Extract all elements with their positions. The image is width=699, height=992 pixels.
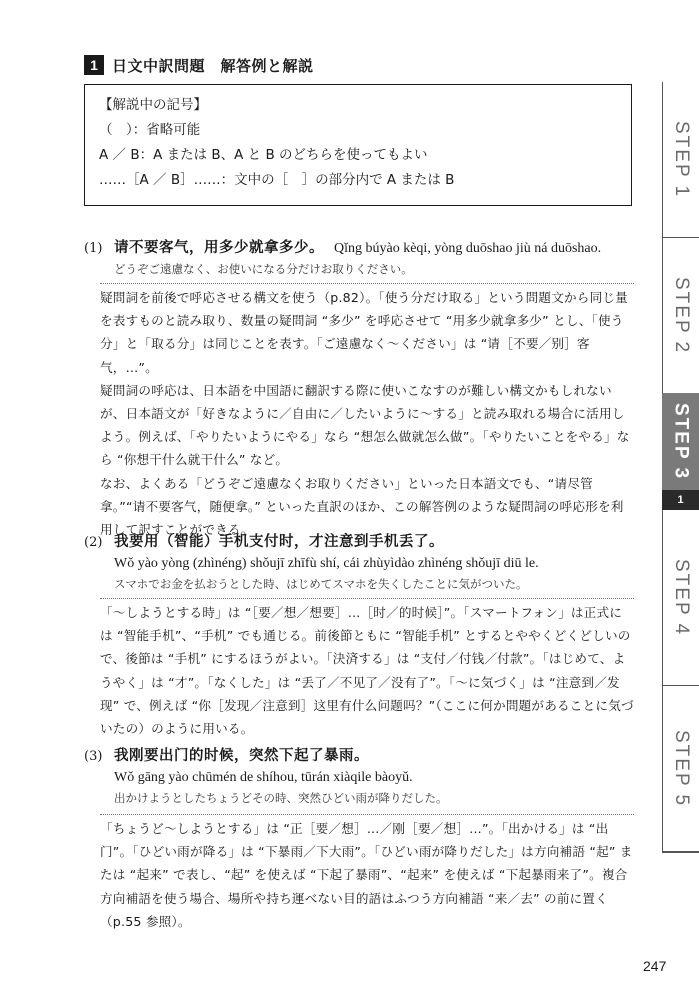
tab-label: STEP 2 — [671, 276, 692, 355]
legend-line: ……［A ／ B］……：文中の［ ］の部分内で A または B — [99, 172, 455, 188]
explanation-2 — [100, 598, 634, 737]
tab-step-5[interactable] — [662, 686, 699, 851]
legend-line: A ／ B：A または B、A と B のどちらを使ってもよい — [99, 147, 428, 163]
question-1 — [84, 236, 636, 277]
pinyin: Wǒ yào yòng (zhìnéng) shǒujī zhīfù shí, cái zhùyìdào zhìnéng shǒujī diū le. — [114, 556, 539, 571]
tab-step-2[interactable] — [662, 238, 699, 393]
pinyin: Wǒ gāng yào chūmén de shíhou, tūrán xiàqile bàoyǔ. — [114, 770, 413, 785]
tab-label: STEP 4 — [671, 558, 692, 637]
question-2 — [84, 530, 636, 592]
legend-title: 【解説中の記号】 — [99, 97, 207, 113]
chinese-answer: 我要用（智能）手机支付时，才注意到手机丢了。 — [114, 534, 444, 550]
tab-step-3-subsection: 1 — [662, 490, 699, 510]
pinyin: Qǐng búyào kèqi, yòng duōshao jiù ná duōshao. — [334, 241, 602, 256]
explanation-1 — [100, 283, 634, 538]
legend-line: （ ）：省略可能 — [99, 122, 201, 138]
chinese-answer: 请不要客气，用多少就拿多少。 — [114, 240, 324, 256]
tab-step-4[interactable] — [662, 510, 699, 685]
japanese-prompt: 出かけようとしたちょうどその時、突然ひどい雨が降りだした。 — [114, 791, 448, 805]
tab-step-1[interactable] — [662, 82, 699, 237]
explanation-paragraph: 「～しようとする時」は “［要／想／想要］…［时／的时候］”。「スマートフォン」は正式には “智能手机”、“手机” でも通じる。前後節ともに “智能手机” とするとややくどくどしいので、後節は “手机” にするほうがよい。「決済する」は “支付／付钱／付款”。「はじめて、ようやく」は “才”。「なくした」は “丢了／不见了／没有了”。「～に気づく」は “注意到／发现” で、例えば “你［发现／注意到］这里有什么问题吗？”（ここに何か問題があることに気づいたの）のように用いる。 — [100, 605, 634, 737]
tab-label: STEP 1 — [671, 120, 692, 199]
japanese-prompt: スマホでお金を払おうとした時、はじめてスマホを失くしたことに気がついた。 — [114, 577, 528, 591]
explanation-paragraph: 疑問詞の呼応は、日本語を中国語に翻訳する際に使いこなすのが難しい構文かもしれないが、日本語文が「好きなように／自由に／したいように～する」と読み取れる場合に活用しよう。例えば、「やりたいようにやる」なら “想怎么做就怎么做”。「やりたいことをやる」なら “你想干什么就干什么” など。 — [100, 382, 630, 468]
explanation-3 — [100, 814, 634, 929]
tab-label: STEP 5 — [671, 729, 692, 808]
section-number-badge: 1 — [84, 55, 104, 75]
explanation-paragraph: 疑問詞を前後で呼応させる構文を使う（p.82）。「使う分だけ取る」という問題文から同じ量を表すものと読み取り、数量の疑問詞 “多少” を呼応させて “用多少就拿多少” とし、「使う分」と「取る分」は同じことを表す。「ご遠慮なく～ください」は “请［不要／别］客气，…”。 — [100, 290, 628, 375]
section-heading — [84, 54, 314, 76]
notation-legend-box — [84, 84, 632, 206]
question-number: (2) — [84, 535, 103, 550]
page-number: 247 — [643, 958, 667, 974]
tab-divider — [662, 851, 699, 853]
question-3 — [84, 744, 636, 806]
tab-step-3[interactable] — [662, 393, 699, 490]
explanation-paragraph: なお、よくある「どうぞご遠慮なくお取りください」といった日本語文でも、“请尽管拿。”“请不要客气，随便拿。” といった直訳のほか、この解答例のような疑問詞の呼応形を利用して訳すことができる。 — [100, 475, 624, 538]
chinese-answer: 我刚要出门的时候，突然下起了暴雨。 — [114, 748, 369, 764]
question-number: (3) — [84, 749, 103, 764]
question-number: (1) — [84, 241, 103, 256]
japanese-prompt: どうぞご遠慮なく、お使いになる分だけお取りください。 — [114, 262, 413, 276]
section-title: 日文中訳問題 解答例と解説 — [112, 56, 314, 75]
tab-label: STEP 3 — [670, 402, 692, 481]
explanation-paragraph: 「ちょうど～しようとする」は “正［要／想］…／刚［要／想］…”。「出かける」は “出门”。「ひどい雨が降る」は “下暴雨／下大雨”。「ひどい雨が降りだした」は方向補語 “起” または “起来” で表し、“起” を使えば “下起了暴雨”、“起来” を使えば “下起暴雨来了”。複合方向補語を使う場合、場所や持ち運べない目的語はふつう方向補語 “来／去” の前に置く（p.55 参照）。 — [100, 821, 633, 929]
